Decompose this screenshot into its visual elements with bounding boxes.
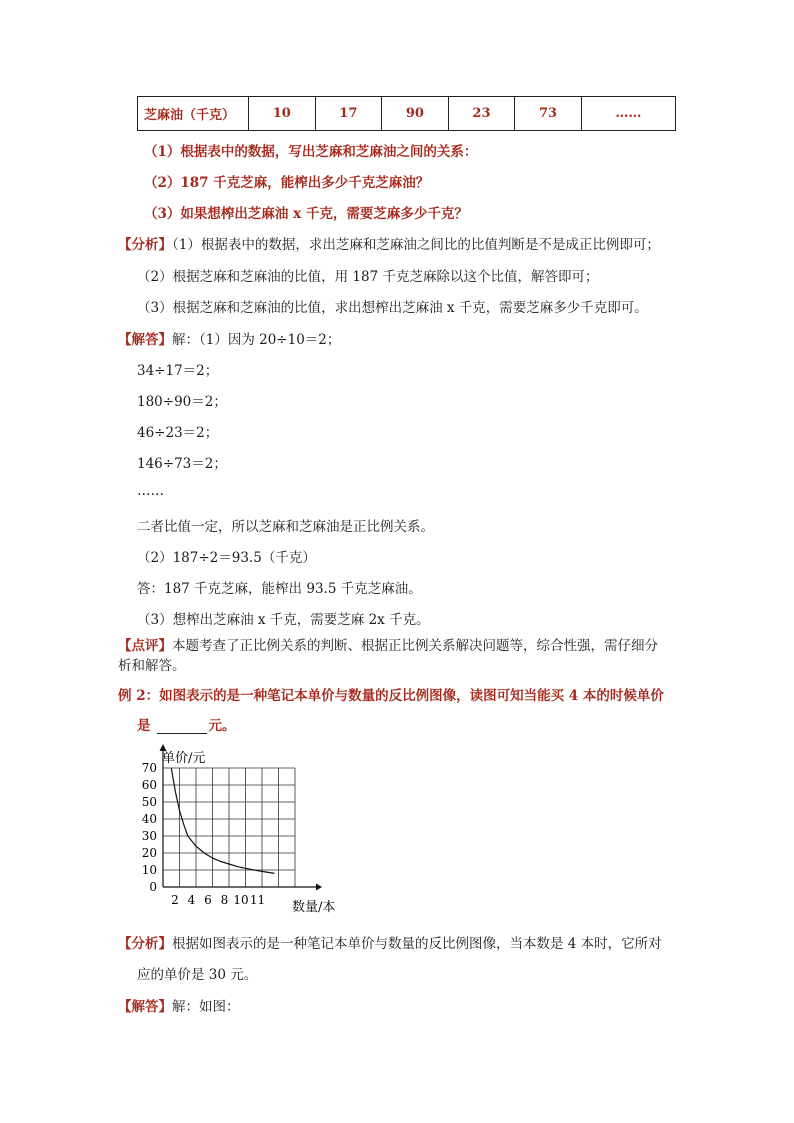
y-tick-label: 60: [141, 778, 157, 792]
answer-2-tag: 【解答】: [118, 999, 172, 1015]
table-cell: 10: [249, 97, 316, 131]
table-cell: 23: [448, 97, 515, 131]
y-tick-label: 70: [141, 761, 157, 775]
x-axis-arrow: [316, 884, 322, 891]
y-tick-label: 30: [141, 829, 157, 843]
x-axis-label: 数量/本: [292, 900, 336, 915]
answer-line: 答：187 千克芝麻，能榨出 93.5 千克芝麻油。: [137, 581, 422, 597]
table-header-cell: 芝麻油（千克）: [138, 97, 249, 131]
y-tick-label: 50: [141, 795, 157, 809]
x-tick-label: 8: [220, 893, 229, 907]
table-cell: 73: [515, 97, 582, 131]
question-2: （2）187 千克芝麻，能榨出多少千克芝麻油？: [144, 175, 430, 191]
answer-blank: [157, 719, 207, 734]
y-axis-label: 单价/元: [162, 751, 206, 766]
analysis-2-line-1: 【分析】根据如图表示的是一种笔记本单价与数量的反比例图像，当本数是 4 本时，它所对: [118, 936, 662, 952]
answer-line: 34÷17＝2；: [137, 363, 219, 379]
analysis-line-3: （3）根据芝麻和芝麻油的比值，求出想榨出芝麻油 x 千克，需要芝麻多少千克即可。: [137, 300, 648, 316]
sesame-oil-table: [137, 96, 676, 131]
answer-2-line: 【解答】解：如图：: [118, 999, 240, 1015]
answer-line: 46÷23＝2；: [137, 425, 219, 441]
x-tick-label: 11: [249, 893, 266, 907]
table-row: [138, 97, 676, 131]
y-axis-arrow: [160, 744, 167, 751]
x-tick-label: 10: [233, 893, 249, 907]
answer-tag: 【解答】: [118, 332, 172, 348]
example-2-line-1: 例 2：如图表示的是一种笔记本单价与数量的反比例图像，读图可知当能买 4 本的时候单价: [118, 688, 664, 704]
inverse-proportion-chart: [130, 742, 360, 917]
table-cell: 17: [315, 97, 382, 131]
analysis-line-1: 【分析】（1）根据表中的数据，求出芝麻和芝麻油之间比的比值判断是不是成正比例即可；: [118, 237, 660, 253]
chart-ticks: [142, 761, 265, 907]
analysis-tag: 【分析】: [118, 237, 172, 253]
question-3: （3）如果想榨出芝麻油 x 千克，需要芝麻多少千克？: [144, 206, 468, 222]
comment-tag: 【点评】: [118, 638, 172, 654]
answer-line: （3）想榨出芝麻油 x 千克，需要芝麻 2x 千克。: [137, 612, 430, 628]
comment-line-2: 析和解答。: [118, 658, 186, 674]
analysis-line-2: （2）根据芝麻和芝麻油的比值，用 187 千克芝麻除以这个比值，解答即可；: [137, 269, 599, 285]
answer-line: 二者比值一定，所以芝麻和芝麻油是正比例关系。: [137, 519, 434, 535]
answer-line: （2）187÷2＝93.5（千克）: [137, 550, 316, 566]
analysis-2-line-2: 应的单价是 30 元。: [137, 967, 258, 983]
series-line: [171, 768, 274, 873]
analysis-2-tag: 【分析】: [118, 936, 172, 952]
answer-line: ……: [137, 483, 164, 499]
question-1: （1）根据表中的数据，写出芝麻和芝麻油之间的关系：: [144, 144, 478, 160]
answer-line-1: 【解答】解：（1）因为 20÷10＝2；: [118, 332, 341, 348]
x-tick-label: 2: [171, 893, 179, 907]
chart-grid: [163, 768, 295, 887]
y-tick-label: 20: [141, 846, 157, 860]
comment-line-1: 【点评】本题考查了正比例关系的判断、根据正比例关系解决问题等，综合性强，需仔细分: [118, 638, 658, 654]
example-2-line-2: 是 元。: [137, 718, 236, 734]
y-tick-label: 40: [141, 812, 157, 826]
table-cell: ……: [581, 97, 675, 131]
x-tick-label: 6: [204, 893, 212, 907]
table-cell: 90: [382, 97, 449, 131]
y-tick-label: 0: [149, 880, 157, 894]
y-tick-label: 10: [141, 863, 157, 877]
answer-line: 180÷90＝2；: [137, 394, 227, 410]
answer-line: 146÷73＝2；: [137, 456, 227, 472]
x-tick-label: 4: [187, 893, 196, 907]
